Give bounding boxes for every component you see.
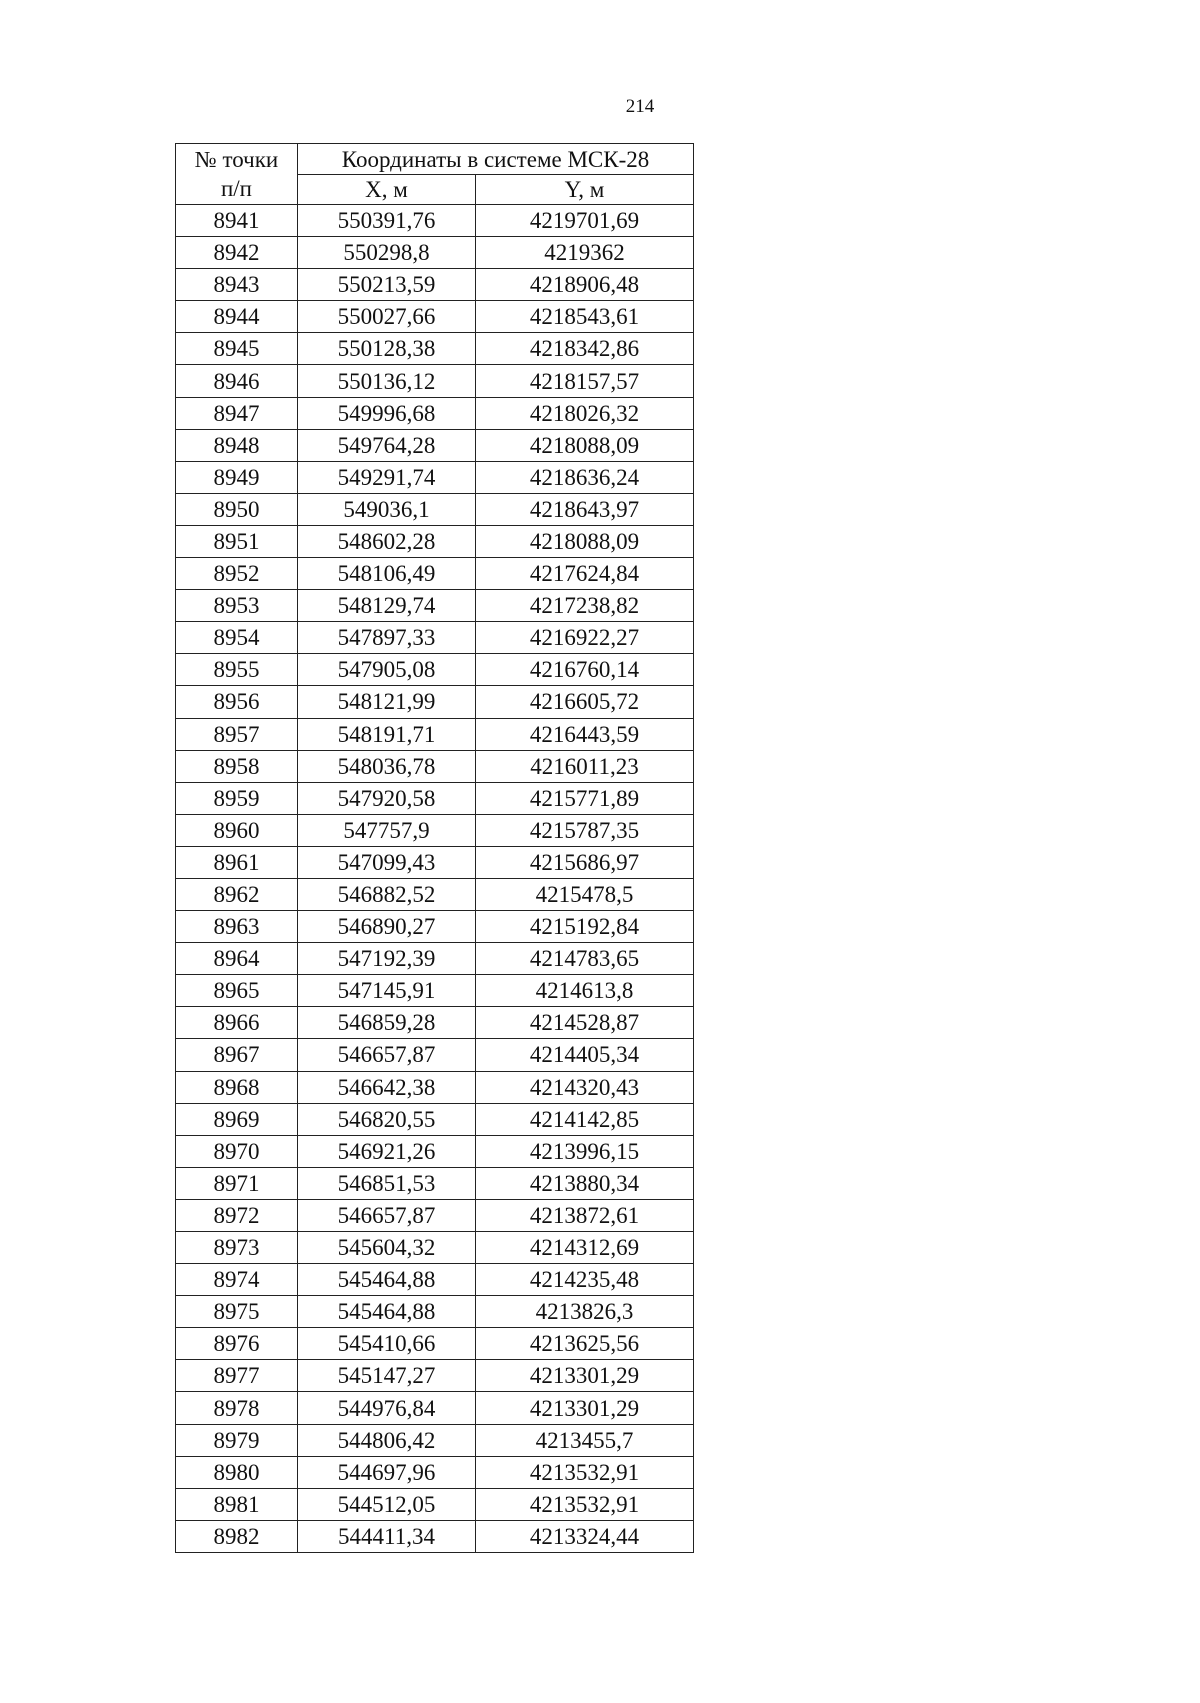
- point-number-cell: 8950: [176, 493, 298, 525]
- point-number-cell: 8972: [176, 1199, 298, 1231]
- table-row: [176, 1039, 694, 1071]
- x-coordinate-cell: 544697,96: [298, 1456, 476, 1488]
- x-coordinate-cell: 544512,05: [298, 1488, 476, 1520]
- y-coordinate-cell: 4218906,48: [476, 269, 694, 301]
- point-number-cell: 8977: [176, 1360, 298, 1392]
- y-coordinate-cell: 4214235,48: [476, 1264, 694, 1296]
- point-number-cell: 8956: [176, 686, 298, 718]
- x-coordinate-cell: 548121,99: [298, 686, 476, 718]
- y-coordinate-cell: 4216011,23: [476, 750, 694, 782]
- table-row: [176, 461, 694, 493]
- table-body: [176, 205, 694, 1553]
- table-row: [176, 943, 694, 975]
- table-row: [176, 1328, 694, 1360]
- y-coordinate-cell: 4218088,09: [476, 525, 694, 557]
- table-row: [176, 718, 694, 750]
- y-coordinate-cell: 4218636,24: [476, 461, 694, 493]
- table-row: [176, 1199, 694, 1231]
- x-coordinate-cell: 549996,68: [298, 397, 476, 429]
- x-coordinate-cell: 548129,74: [298, 590, 476, 622]
- y-coordinate-cell: 4214312,69: [476, 1232, 694, 1264]
- page-number: 214: [625, 96, 655, 117]
- coordinates-system-header: Координаты в системе МСК-28: [298, 144, 694, 175]
- table-row: [176, 1071, 694, 1103]
- y-coordinate-cell: 4213532,91: [476, 1488, 694, 1520]
- x-coordinate-cell: 545464,88: [298, 1264, 476, 1296]
- x-coordinate-cell: 546882,52: [298, 878, 476, 910]
- point-number-cell: 8953: [176, 590, 298, 622]
- point-number-cell: 8962: [176, 878, 298, 910]
- coordinates-table: [175, 143, 694, 1553]
- table-row: [176, 1488, 694, 1520]
- y-coordinate-cell: 4217624,84: [476, 558, 694, 590]
- point-number-cell: 8941: [176, 205, 298, 237]
- x-coordinate-cell: 544411,34: [298, 1520, 476, 1552]
- point-number-cell: 8971: [176, 1167, 298, 1199]
- x-column-header: X, м: [298, 175, 476, 205]
- x-coordinate-cell: 550027,66: [298, 301, 476, 333]
- x-coordinate-cell: 548602,28: [298, 525, 476, 557]
- x-coordinate-cell: 549764,28: [298, 429, 476, 461]
- y-coordinate-cell: 4215686,97: [476, 846, 694, 878]
- table-row: [176, 911, 694, 943]
- y-coordinate-cell: 4216922,27: [476, 622, 694, 654]
- x-coordinate-cell: 547905,08: [298, 654, 476, 686]
- table-row: [176, 237, 694, 269]
- point-number-cell: 8952: [176, 558, 298, 590]
- x-coordinate-cell: 545464,88: [298, 1296, 476, 1328]
- x-coordinate-cell: 547145,91: [298, 975, 476, 1007]
- table-row: [176, 975, 694, 1007]
- point-number-cell: 8963: [176, 911, 298, 943]
- y-coordinate-cell: 4218643,97: [476, 493, 694, 525]
- table-row: [176, 1456, 694, 1488]
- table-row: [176, 1007, 694, 1039]
- table-row: [176, 782, 694, 814]
- y-coordinate-cell: 4214783,65: [476, 943, 694, 975]
- point-number-cell: 8955: [176, 654, 298, 686]
- point-number-cell: 8973: [176, 1232, 298, 1264]
- table-row: [176, 365, 694, 397]
- x-coordinate-cell: 544806,42: [298, 1424, 476, 1456]
- point-number-cell: 8954: [176, 622, 298, 654]
- point-number-cell: 8947: [176, 397, 298, 429]
- point-number-cell: 8965: [176, 975, 298, 1007]
- point-number-cell: 8943: [176, 269, 298, 301]
- point-number-cell: 8969: [176, 1103, 298, 1135]
- y-coordinate-cell: 4215787,35: [476, 814, 694, 846]
- y-coordinate-cell: 4213872,61: [476, 1199, 694, 1231]
- x-coordinate-cell: 549036,1: [298, 493, 476, 525]
- point-number-cell: 8975: [176, 1296, 298, 1328]
- table-row: [176, 686, 694, 718]
- y-coordinate-cell: 4218026,32: [476, 397, 694, 429]
- point-number-header-line2: п/п: [220, 176, 252, 201]
- y-coordinate-cell: 4213532,91: [476, 1456, 694, 1488]
- table-row: [176, 269, 694, 301]
- table-row: [176, 429, 694, 461]
- x-coordinate-cell: 546851,53: [298, 1167, 476, 1199]
- y-coordinate-cell: 4213625,56: [476, 1328, 694, 1360]
- point-number-cell: 8970: [176, 1135, 298, 1167]
- x-coordinate-cell: 546657,87: [298, 1039, 476, 1071]
- x-coordinate-cell: 546657,87: [298, 1199, 476, 1231]
- point-number-header-line1: № точки: [194, 147, 279, 172]
- x-coordinate-cell: 548036,78: [298, 750, 476, 782]
- y-coordinate-cell: 4218157,57: [476, 365, 694, 397]
- table-row: [176, 333, 694, 365]
- y-coordinate-cell: 4213301,29: [476, 1360, 694, 1392]
- point-number-cell: 8980: [176, 1456, 298, 1488]
- point-number-cell: 8959: [176, 782, 298, 814]
- x-coordinate-cell: 550136,12: [298, 365, 476, 397]
- y-coordinate-cell: 4214405,34: [476, 1039, 694, 1071]
- y-coordinate-cell: 4215478,5: [476, 878, 694, 910]
- y-coordinate-cell: 4218342,86: [476, 333, 694, 365]
- point-number-cell: 8957: [176, 718, 298, 750]
- x-coordinate-cell: 547192,39: [298, 943, 476, 975]
- point-number-cell: 8951: [176, 525, 298, 557]
- y-coordinate-cell: 4216443,59: [476, 718, 694, 750]
- y-coordinate-cell: 4213301,29: [476, 1392, 694, 1424]
- y-coordinate-cell: 4214528,87: [476, 1007, 694, 1039]
- table-row: [176, 525, 694, 557]
- table-row: [176, 814, 694, 846]
- y-coordinate-cell: 4216605,72: [476, 686, 694, 718]
- y-coordinate-cell: 4213324,44: [476, 1520, 694, 1552]
- y-coordinate-cell: 4218543,61: [476, 301, 694, 333]
- y-coordinate-cell: 4215192,84: [476, 911, 694, 943]
- point-number-cell: 8958: [176, 750, 298, 782]
- x-coordinate-cell: 550128,38: [298, 333, 476, 365]
- y-coordinate-cell: 4216760,14: [476, 654, 694, 686]
- table-row: [176, 654, 694, 686]
- table-row: [176, 205, 694, 237]
- x-coordinate-cell: 547099,43: [298, 846, 476, 878]
- x-coordinate-cell: 548191,71: [298, 718, 476, 750]
- table-row: [176, 493, 694, 525]
- y-coordinate-cell: 4213455,7: [476, 1424, 694, 1456]
- x-coordinate-cell: 550298,8: [298, 237, 476, 269]
- y-coordinate-cell: 4219362: [476, 237, 694, 269]
- table-row: [176, 301, 694, 333]
- x-coordinate-cell: 546859,28: [298, 1007, 476, 1039]
- table-row: [176, 1264, 694, 1296]
- point-number-cell: 8981: [176, 1488, 298, 1520]
- point-number-header: [176, 144, 298, 205]
- point-number-cell: 8982: [176, 1520, 298, 1552]
- table-row: [176, 750, 694, 782]
- table-row: [176, 1167, 694, 1199]
- point-number-cell: 8979: [176, 1424, 298, 1456]
- point-number-cell: 8966: [176, 1007, 298, 1039]
- table-row: [176, 558, 694, 590]
- table-row: [176, 878, 694, 910]
- x-coordinate-cell: 550391,76: [298, 205, 476, 237]
- table-row: [176, 590, 694, 622]
- x-coordinate-cell: 546642,38: [298, 1071, 476, 1103]
- table-row: [176, 397, 694, 429]
- point-number-cell: 8976: [176, 1328, 298, 1360]
- x-coordinate-cell: 545604,32: [298, 1232, 476, 1264]
- x-coordinate-cell: 550213,59: [298, 269, 476, 301]
- y-coordinate-cell: 4217238,82: [476, 590, 694, 622]
- point-number-cell: 8960: [176, 814, 298, 846]
- x-coordinate-cell: 546921,26: [298, 1135, 476, 1167]
- table-row: [176, 1520, 694, 1552]
- point-number-cell: 8945: [176, 333, 298, 365]
- point-number-cell: 8946: [176, 365, 298, 397]
- y-coordinate-cell: 4214613,8: [476, 975, 694, 1007]
- point-number-cell: 8942: [176, 237, 298, 269]
- x-coordinate-cell: 547757,9: [298, 814, 476, 846]
- point-number-cell: 8944: [176, 301, 298, 333]
- y-coordinate-cell: 4218088,09: [476, 429, 694, 461]
- y-coordinate-cell: 4215771,89: [476, 782, 694, 814]
- x-coordinate-cell: 545410,66: [298, 1328, 476, 1360]
- table-row: [176, 622, 694, 654]
- table-row: [176, 846, 694, 878]
- point-number-cell: 8967: [176, 1039, 298, 1071]
- point-number-cell: 8961: [176, 846, 298, 878]
- x-coordinate-cell: 544976,84: [298, 1392, 476, 1424]
- point-number-cell: 8949: [176, 461, 298, 493]
- y-coordinate-cell: 4214320,43: [476, 1071, 694, 1103]
- table-row: [176, 1360, 694, 1392]
- point-number-cell: 8978: [176, 1392, 298, 1424]
- point-number-cell: 8968: [176, 1071, 298, 1103]
- table-row: [176, 1103, 694, 1135]
- table-row: [176, 1392, 694, 1424]
- x-coordinate-cell: 546820,55: [298, 1103, 476, 1135]
- x-coordinate-cell: 546890,27: [298, 911, 476, 943]
- y-coordinate-cell: 4219701,69: [476, 205, 694, 237]
- y-coordinate-cell: 4213996,15: [476, 1135, 694, 1167]
- table-row: [176, 1424, 694, 1456]
- table-header: [176, 144, 694, 205]
- x-coordinate-cell: 547897,33: [298, 622, 476, 654]
- point-number-cell: 8948: [176, 429, 298, 461]
- table-row: [176, 1135, 694, 1167]
- x-coordinate-cell: 545147,27: [298, 1360, 476, 1392]
- x-coordinate-cell: 548106,49: [298, 558, 476, 590]
- y-column-header: Y, м: [476, 175, 694, 205]
- table-row: [176, 1296, 694, 1328]
- x-coordinate-cell: 549291,74: [298, 461, 476, 493]
- y-coordinate-cell: 4214142,85: [476, 1103, 694, 1135]
- y-coordinate-cell: 4213880,34: [476, 1167, 694, 1199]
- table-row: [176, 1232, 694, 1264]
- point-number-cell: 8974: [176, 1264, 298, 1296]
- x-coordinate-cell: 547920,58: [298, 782, 476, 814]
- y-coordinate-cell: 4213826,3: [476, 1296, 694, 1328]
- point-number-cell: 8964: [176, 943, 298, 975]
